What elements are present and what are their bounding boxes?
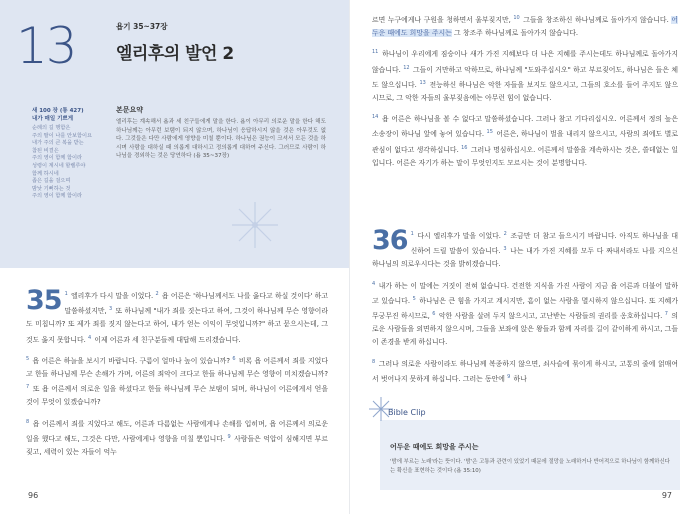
hymn-heading [32, 107, 112, 123]
verse-number: 6 [232, 355, 236, 362]
right-body-text-35 [372, 12, 678, 176]
verse-text: 사람들은 억압이 심해지면 부르짖고, 세력이 있는 자들이 억누 [26, 434, 328, 457]
hymn-line: 주의 영이 함께 함이라 [32, 193, 83, 200]
verse-number: 9 [507, 373, 511, 380]
verse-text: 내가 하는 이 말에는 거짓이 전혀 없습니다. 건전한 지식을 가진 사람이 지금 욥 어른과 더불어 말하고 있습니다. [372, 281, 678, 305]
hymn-line: 주의 팔이 나를 안보함이요 [32, 132, 93, 139]
verse-number: 5 [26, 355, 30, 362]
verse-paragraph [26, 353, 328, 410]
verse-text: 르면 누구에게나 구원을 청하면서 울부짖지만, [372, 16, 514, 24]
hymn-line: 밤낮 기뻐하는 것 [32, 185, 71, 192]
hymn-line: 성령이 계시네 할렐루야 [32, 162, 86, 169]
bible-clip-label: Bible Clip [388, 408, 426, 417]
verse-text: 그 창조주 하나님께로 돌아가지 않습니다. [451, 29, 579, 38]
hymn-number: 새 100 장 (통 427) [32, 108, 84, 114]
hymn-line: 함께 하시네 [32, 170, 59, 177]
verse-paragraph [372, 225, 678, 272]
hymn-line: 순례의 길 행함은 [32, 125, 71, 131]
summary-body: 엘리후는 계속해서 욥과 세 친구들에게 말을 한다. 욥이 아무리 의로운 말을 한다 해도 하나님께는 아무런 보탬이 되지 않으며, 하나님이 응답하시지 않을 것은 아무것도 없다. 그것들은 다만 사람에게 영향을 미칠 뿐이다. 하나님은 권능이 크셔서 모든 것을 하시며 사람을 대하실 때 의롭게 대하시고 정의롭게 대하여 주신다. 그러므로 사람이 하나님을 경외하는 것은 당연하다 (욥 35~37장) [116, 119, 326, 160]
verse-number: 1 [64, 291, 68, 297]
verse-text: 하나님이 우리에게 짐승이나 새가 가진 지혜보다 더 나은 지혜를 주시는데도 하나님께로 돌아가지 않습니다. [372, 50, 678, 74]
page-number-left: 96 [28, 491, 39, 500]
page-title: 엘리후의 발언 2 [116, 44, 234, 64]
verse-text: 하나 [511, 374, 527, 383]
chapter-number: 13 [16, 17, 76, 75]
verse-text: 의로운 사람들을 외면하지 않으시며, 그들을 보좌에 앉은 왕들과 함께 자리를 길이 같이하게 하시고, 그들이 존경을 받게 하십니다. [372, 312, 678, 347]
verse-number: 14 [372, 114, 379, 121]
verse-text: 어른은, 하나님이 벌을 내리지 않으시고, 사람의 죄에도 별로 관심이 없다고 생각하십니다. [372, 130, 678, 154]
verse-number: 12 [403, 64, 410, 71]
verse-number: 15 [486, 129, 493, 136]
verse-paragraph [372, 356, 678, 386]
summary-box [116, 105, 326, 161]
verse-number: 4 [372, 280, 376, 287]
verse-paragraph [26, 416, 328, 460]
verse-paragraph [372, 46, 678, 105]
verse-text: 욥 어른께서 죄를 지었다고 해도, 어른과 다름없는 사람에게나 손해를 입히며, 욥 어른께서 의로운 일을 했다고 해도, 그것은 다만, 사람에게나 영향을 미칠 뿐입니다. [26, 419, 328, 443]
verse-text: 조금만 더 참고 들으시기 바랍니다. 아직도 하나님을 대신하여 드릴 말씀이 있습니다. [410, 232, 678, 256]
verse-text: 그들을 창조하신 하나님께로 돌아가지 않습니다. [520, 16, 672, 24]
verse-number: 11 [372, 49, 379, 56]
chapter-36-dropcap: 36 [372, 225, 408, 256]
bible-clip-title: 어두운 때에도 희망을 주시는 [390, 443, 479, 451]
right-body-text-36 [372, 225, 678, 392]
verse-text: 욥 어른은 하늘을 보시기 바랍니다. 구름이 얼마나 높이 있습니까? [30, 356, 233, 365]
verse-text: 욥 어른은 하나님을 볼 수 없다고 말씀하셨습니다. 그러나 참고 기다리십시오. 어른께서 정의 높은 소송장이 하나님 앞에 놓여 있습니다. [372, 115, 678, 139]
chapter-35-dropcap: 35 [26, 285, 62, 316]
bible-clip-body: '밤에 부르는 노래'라는 뜻이다. '밤'은 고통과 관련이 있었기 때문에 절망을 노래하거나 반어적으로 하나님이 함께하신다는 확신을 표현하는 것이다 (욥 35:10) [390, 459, 670, 474]
verse-number: 7 [26, 384, 30, 391]
left-body-text [26, 285, 328, 465]
star-decoration-icon [230, 200, 280, 250]
verse-text: 나는 내가 가진 지혜를 모두 다 짜내서라도 나를 지으신 하나님의 의로우시다는 것을 밝히겠습니다. [372, 247, 678, 269]
verse-text: 또 하나님께 "내가 죄를 짓는다고 하여, 그것이 하나님께 무슨 영향이라도 미칩니까? 또 제가 죄를 짓지 않는다고 하여, 내가 얻는 이익이 무엇입니까?" 하고 묻으시는데, 그것도 옳지 못합니다. [26, 307, 328, 344]
verse-text: 욥 어른은 '하나님께서도 나를 옳다고 하실 것이다' 하고 말씀하셨지만, [64, 292, 328, 316]
summary-title: 본문요약 [116, 106, 144, 114]
verse-number: 8 [26, 418, 30, 425]
hymn-line: 참된 비결은 [32, 147, 59, 154]
verse-number: 13 [419, 79, 426, 86]
hymn-title: 내가 매일 기쁘게 [32, 116, 74, 122]
verse-number: 2 [155, 291, 159, 297]
highlighted-phrase[interactable]: 어두운 때에도 희망을 주시는 [372, 16, 678, 38]
verse-text: 비록 욥 어른께서 죄를 지었다고 한들 하나님께 무슨 손해가 가며, 어른의 죄악이 크다고 한들 하나님께 무슨 영향이 미치겠습니까? [26, 356, 328, 379]
verse-text: 이제 어른과 세 친구분들께 대답해 드리겠습니다. [92, 335, 241, 344]
hymn-line: 주의 영이 함께 함이라 [32, 155, 83, 162]
verse-text: 다시 엘리후가 말을 이었다. [414, 232, 504, 240]
verse-number: 7 [664, 311, 668, 318]
verse-number: 16 [461, 144, 468, 151]
verse-text: 엘리후가 다시 말을 이었다. [68, 292, 156, 300]
verse-number: 4 [88, 334, 92, 341]
hymn-line: 내가 주의 큰 복을 받는 [32, 140, 84, 147]
verse-number: 9 [227, 433, 231, 440]
hymn-lyrics [32, 125, 112, 201]
verse-paragraph [26, 285, 328, 347]
page-number-right: 97 [661, 491, 672, 500]
hymn-line: 좁은 길을 걸으며 [32, 178, 71, 185]
verse-text: 또 욥 어른께서 의로운 일을 하셨다고 한들 하나님께 무슨 보탬이 되며, 하나님이 어른에게서 얻을 것이 무엇이 있겠습니까? [26, 385, 328, 407]
verse-number: 3 [109, 306, 113, 313]
verse-paragraph [372, 111, 678, 170]
verse-number: 10 [513, 15, 520, 21]
verse-paragraph [372, 278, 678, 350]
verse-text: 하나님은 큰 힘을 가지고 계시지만, 흠이 없는 사람을 멸시하지 않으십니다. 또 지혜가 무궁무진 하시므로, [372, 296, 678, 321]
verse-number: 1 [410, 231, 414, 237]
verse-number: 2 [503, 231, 507, 237]
scripture-reference: 욥기 35~37장 [116, 22, 168, 31]
verse-number: 8 [372, 358, 376, 365]
verse-number: 6 [432, 311, 436, 318]
hymn-sidebar [32, 107, 112, 201]
verse-number: 5 [412, 295, 416, 302]
verse-text: 그러나 명심하십시오. 어른께서 말씀을 계속하시는 것은, 쓸데없는 일입니다. 어른은 자기가 하는 말이 무엇인지도 모르시는 것이 분명합니다. [372, 145, 679, 167]
verse-text: 그러나 의로운 사람이라도 하나님께 복종하지 않으면, 쇠사슬에 묶이게 하시고, 고통의 줄에 얽매여서 벗어나지 못하게 하십니다. 그러는 동안에 [372, 359, 678, 383]
verse-text: 전능하신 하나님은 악한 자들을 보지도 않으시고, 그들의 호소를 들어 주지도 않으시므로, 그 악한 자들의 울부짖음에는 아무런 힘이 없습니다. [372, 80, 678, 103]
verse-text: 그들이 거만하고 악하므로, 하나님께 "도와주십시오" 하고 부르짖어도, 하나님은 들은 체도 않으십니다. [372, 65, 679, 89]
bible-clip-box [380, 420, 680, 490]
verse-text: 악한 사람을 살려 두지 않으시고, 고난받는 사람들의 권리를 옹호하십니다. [436, 312, 665, 321]
verse-number: 3 [503, 246, 507, 253]
verse-paragraph [372, 12, 678, 40]
